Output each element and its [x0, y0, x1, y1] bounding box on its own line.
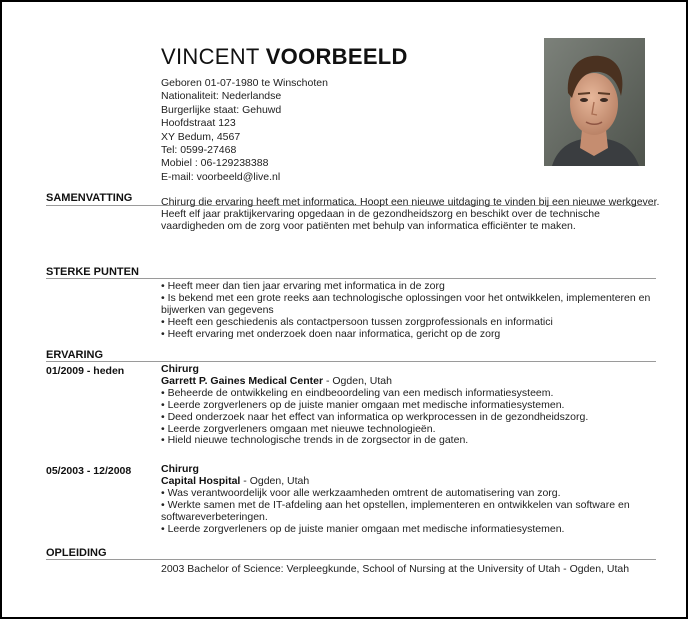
job-dates: 05/2003 - 12/2008 [46, 465, 132, 477]
list-item: • Werkte samen met de IT-afdeling aan het opstellen, implementeren en ontwikkelen van software en softwareverbeteringen. [161, 498, 630, 523]
summary-heading: SAMENVATTING [46, 192, 133, 204]
postal-line: XY Bedum, 4567 [161, 130, 241, 143]
first-name: VINCENT [161, 44, 260, 69]
list-item: • Was verantwoordelijk voor alle werkzaamheden omtrent de automatisering van zorg. [161, 486, 561, 499]
job-entry [161, 464, 661, 535]
list-item: • Heeft ervaring met onderzoek doen naar informatica, gericht op de zorg [161, 327, 501, 340]
list-item: • Is bekend met een grote reeks aan technologische oplossingen voor het ontwikkelen, implementeren en bijwerken van gegevens [161, 291, 651, 316]
education-divider [46, 559, 656, 560]
list-item: • Hield nieuwe technologische trends in de zorgsector in de gaten. [161, 434, 469, 447]
education-heading: OPLEIDING [46, 547, 107, 559]
street-line: Hoofdstraat 123 [161, 117, 236, 130]
birth-line: Geboren 01-07-1980 te Winschoten [161, 77, 328, 89]
job-role: Chirurg [161, 363, 199, 375]
employer-name: Garrett P. Gaines Medical Center [161, 374, 324, 387]
list-item: • Beheerde de ontwikkeling en eindbeoordeling van een medisch informatiesysteem. [161, 386, 554, 399]
experience-heading: ERVARING [46, 349, 104, 361]
marital-status-line: Burgerlijke staat: Gehuwd [161, 103, 282, 116]
mobile-line: Mobiel : 06-129238388 [161, 157, 269, 170]
job-dates: 01/2009 - heden [46, 365, 125, 377]
phone-line: Tel: 0599-27468 [161, 144, 237, 157]
list-item: • Leerde zorgverleners omgaan met nieuwe technologieën. [161, 422, 436, 435]
strengths-divider [46, 278, 656, 279]
summary-text: Chirurg die ervaring heeft met informatica. Hoopt een nieuwe uitdaging te vinden bij een nieuwe werkgever. Heeft elf jaar praktijkervaring opgedaan in de gezondheidszorg en beschikt over de technische vaardigheden om de zorg voor patiënten met behulp van informatica efficiënter te maken. [161, 196, 660, 232]
employer-location: - Ogden, Utah [323, 374, 392, 387]
email-line: E-mail: voorbeeld@live.nl [161, 170, 281, 183]
candidate-name [161, 44, 408, 70]
experience-divider [46, 361, 656, 362]
list-item: • Heeft een geschiedenis als contactpersoon tussen zorgprofessionals en informatici [161, 315, 553, 328]
list-item: • Leerde zorgverleners op de juiste manier omgaan met medische informatiesystemen. [161, 398, 565, 411]
strengths-list [161, 281, 661, 341]
employer-location: - Ogden, Utah [240, 474, 310, 487]
list-item: • Leerde zorgverleners op de juiste manier omgaan met medische informatiesystemen. [161, 522, 565, 535]
job-entry [161, 364, 661, 447]
nationality-line: Nationaliteit: Nederlandse [161, 90, 282, 103]
list-item: • Deed onderzoek naar het effect van informatica op werkprocessen in de gezondheidszorg. [161, 410, 589, 423]
last-name: VOORBEELD [265, 44, 408, 69]
list-item: • Heeft meer dan tien jaar ervaring met informatica in de zorg [161, 280, 445, 292]
education-text: 2003 Bachelor of Science: Verpleegkunde, School of Nursing at the University of Utah - Ogden, Utah [161, 563, 630, 575]
strengths-heading: STERKE PUNTEN [46, 266, 139, 278]
job-role: Chirurg [161, 463, 199, 475]
profile-photo [544, 38, 645, 166]
employer-name: Capital Hospital [161, 474, 241, 487]
contact-details [161, 77, 328, 184]
